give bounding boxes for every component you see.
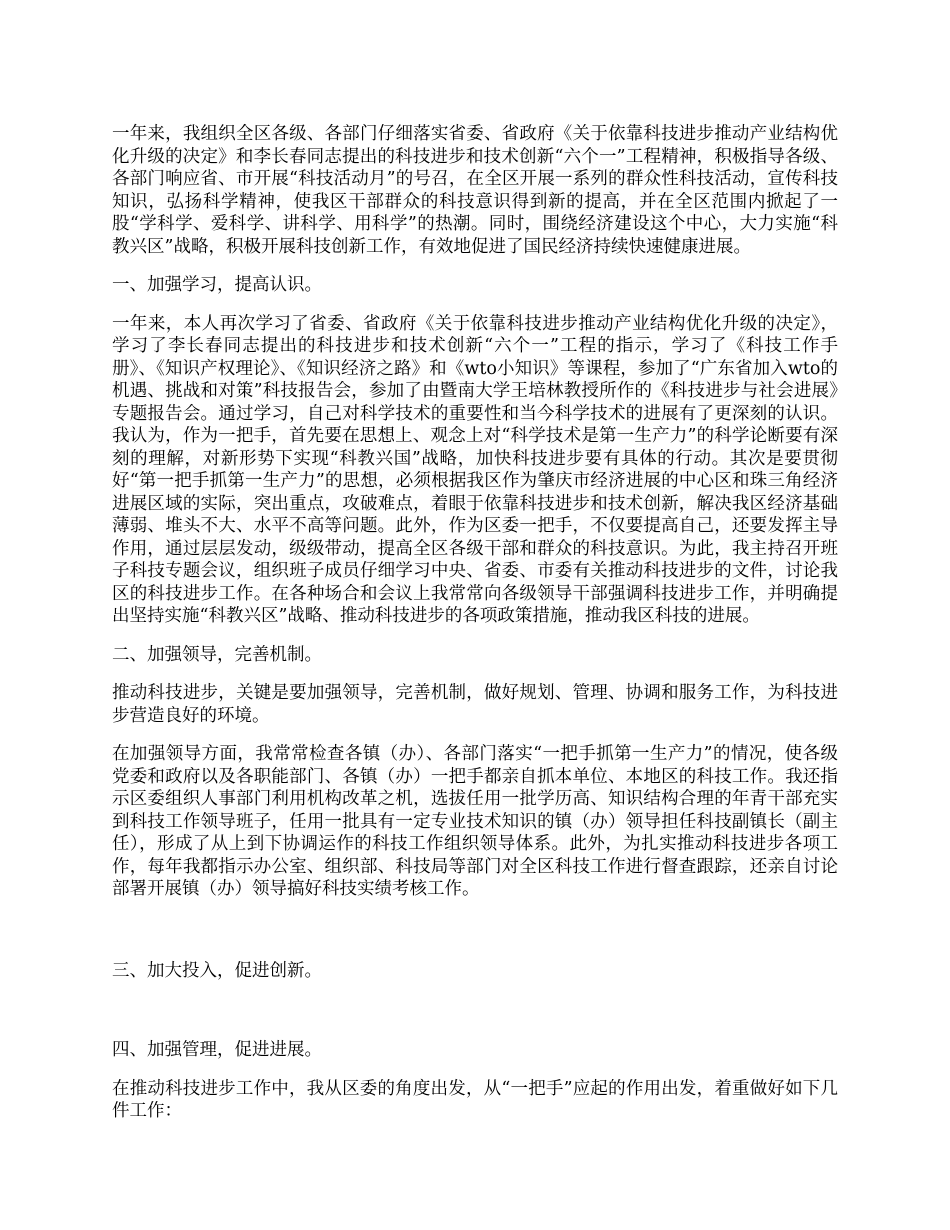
section-heading-4: 四、加强管理，促进进展。 xyxy=(112,1040,322,1060)
intro-paragraph: 一年来，我组织全区各级、各部门仔细落实省委、省政府《关于依靠科技进步推动产业结构优化升级的决定》和李长春同志提出的科技进步和技术创新“六个一”工程精神，积极指导各级、各部门响应省、市开展“科技活动月”的号召，在全区开展一系列的群众性科技活动，宣传科技知识，弘扬科学精神，使我区干部群众的科技意识得到新的提高，并在全区范围内掀起了一股“学科学、爱科学、讲科学、用科学”的热潮。同时，围绕经济建设这个中心，大力实施“科教兴区”战略，积极开展科技创新工作，有效地促进了国民经济持续快速健康进展。 xyxy=(112,124,838,257)
section-heading-3: 三、加大投入，促进创新。 xyxy=(112,960,322,981)
section-1-paragraph: 一年来，本人再次学习了省委、省政府《关于依靠科技进步推动产业结构优化升级的决定》，学习了李长春同志提出的科技进步和技术创新“六个一”工程的指示，学习了《科技工作手册》、《知识产权理论》、《知识经济之路》和《wto小知识》等课程，参加了“广东省加入wto的机遇、挑战和对策”科技报告会，参加了由暨南大学王培林教授所作的《科技进步与社会进展》专题报告会。通过学习，自己对科学技术的重要性和当今科学技术的进展有了更深刻的认识。我认为，作为一把手，首先要在思想上、观念上对“科学技术是第一生产力”的科学论断要有深刻的理解，对新形势下实现“科教兴国”战略，加快科技进步要有具体的行动。其次是要贯彻好“第一把手抓第一生产力”的思想，必须根据我区作为肇庆市经济进展的中心区和珠三角经济进展区域的实际，突出重点，攻破难点，着眼于依靠科技进步和技术创新，解决我区经济基础薄弱、堆头不大、水平不高等问题。此外，作为区委一把手，不仅要提高自己，还要发挥主导作用，通过层层发动，级级带动，提高全区各级干部和群众的科技意识。为此，我主持召开班子科技专题会议，组织班子成员仔细学习中央、省委、市委有关推动科技进步的文件，讨论我区的科技进步工作。在各种场合和会议上我常常向各级领导干部强调科技进步工作，并明确提出坚持实施“科教兴区”战略、推动科技进步的各项政策措施，推动我区科技的进展。 xyxy=(112,313,838,626)
section-4-paragraph: 在推动科技进步工作中，我从区委的角度出发，从“一把手”应起的作用出发，着重做好如下几件工作： xyxy=(112,1078,838,1121)
section-heading-2: 二、加强领导，完善机制。 xyxy=(112,644,322,665)
document-body xyxy=(112,123,838,1123)
section-heading-1: 一、加强学习，提高认识。 xyxy=(112,275,322,295)
section-2-paragraph-2: 在加强领导方面，我常常检查各镇（办）、各部门落实“一把手抓第一生产力”的情况，使各级党委和政府以及各职能部门、各镇（办）一把手都亲自抓本单位、本地区的科技工作。我还指示区委组织人事部门利用机构改革之机，选拔任用一批学历高、知识结构合理的年青干部充实到科技工作领导班子，任用一批具有一定专业技术知识的镇（办）领导担任科技副镇长（副主任），形成了从上到下协调运作的科技工作组织领导体系。此外，为扎实推动科技进步各项工作，每年我都指示办公室、组织部、科技局等部门对全区科技工作进行督查跟踪，还亲自讨论部署开展镇（办）领导搞好科技实绩考核工作。 xyxy=(112,744,838,899)
section-2-paragraph-1: 推动科技进步，关键是要加强领导，完善机制，做好规划、管理、协调和服务工作，为科技进步营造良好的环境。 xyxy=(112,683,838,726)
